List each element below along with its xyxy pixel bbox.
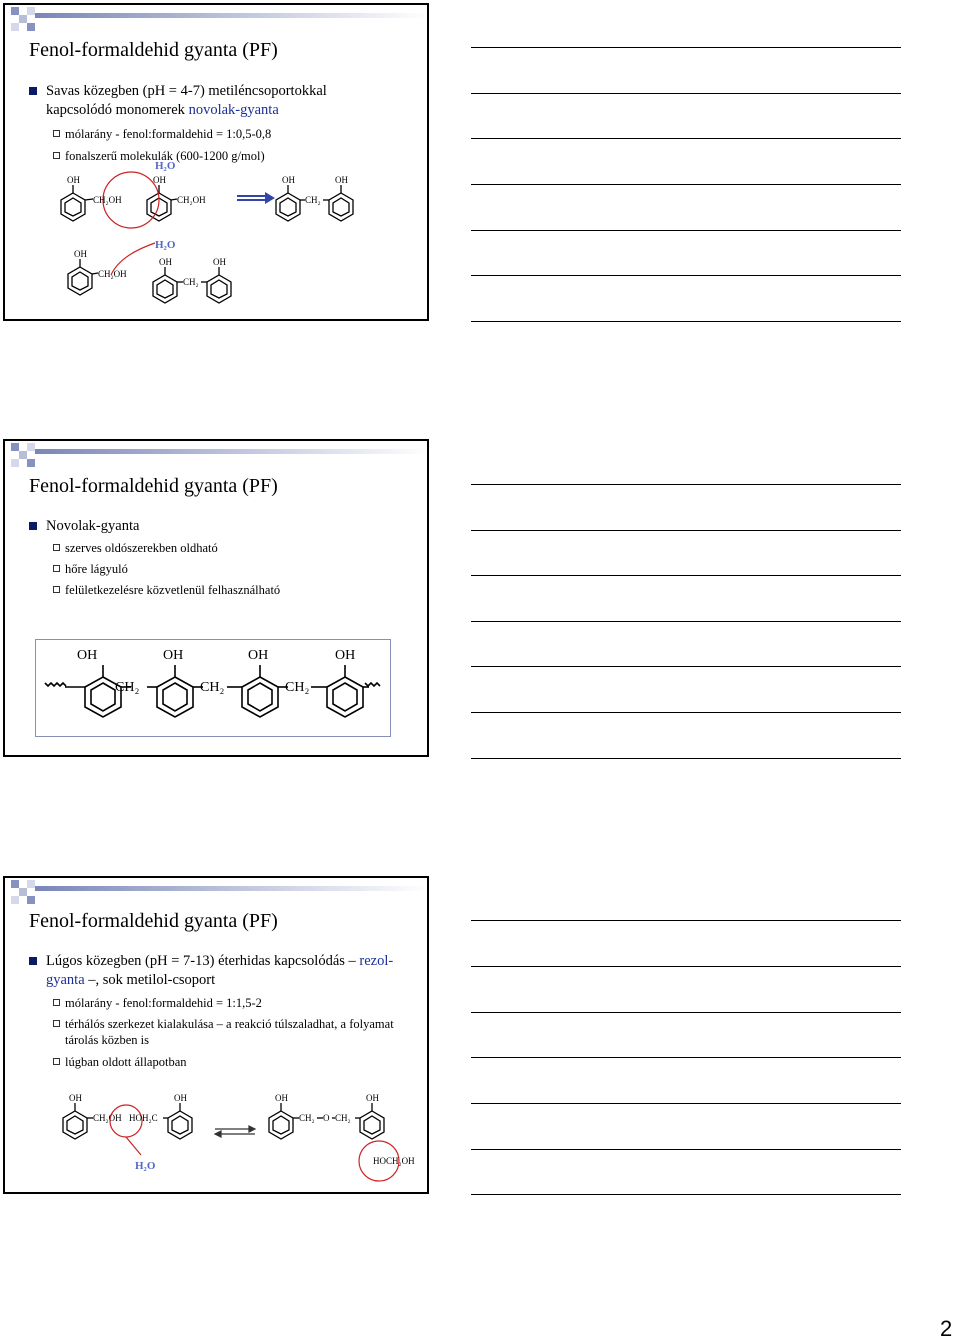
hollow-square-icon — [53, 1020, 60, 1027]
ch2-label: CH₂ — [200, 680, 225, 695]
oh-label: OH — [77, 648, 98, 663]
bullet — [29, 82, 386, 120]
ch2oh-label: CH₂OH — [93, 195, 122, 205]
note-line — [471, 530, 901, 531]
slide-title: Fenol-formaldehid gyanta (PF) — [29, 475, 278, 497]
note-line — [471, 184, 901, 185]
bullet-square-icon — [29, 87, 37, 95]
note-line — [471, 621, 901, 622]
sub-bullet: lúgban oldott állapotban — [53, 1054, 187, 1070]
hoh2c-label: HOH₂C — [129, 1113, 158, 1123]
sub-bullet: felületkezelésre közvetlenül felhasználható — [53, 582, 280, 598]
ch2-label: CH₂ — [285, 680, 310, 695]
note-line — [471, 712, 901, 713]
note-line — [471, 758, 901, 759]
water-label: H₂O — [155, 160, 176, 172]
bullet-text: Savas közegben (pH = 4-7) metiléncsoportokkal kapcsolódó monomerek — [46, 83, 327, 118]
hollow-square-icon — [53, 1058, 60, 1065]
bullet-square-icon — [29, 957, 37, 965]
note-line — [471, 1057, 901, 1058]
ch2-label: CH₂ — [183, 277, 199, 287]
oh-label: OH — [67, 175, 80, 185]
bullet-highlight: novolak-gyanta — [188, 102, 279, 118]
note-line — [471, 138, 901, 139]
note-line — [471, 484, 901, 485]
oh-label: OH — [159, 257, 172, 267]
oh-label: OH — [248, 648, 269, 663]
ether-o-label: O — [323, 1113, 330, 1123]
slide-header-decoration — [5, 5, 429, 41]
sub-bullet: mólarány - fenol:formaldehid = 1:0,5-0,8 — [53, 126, 271, 142]
oh-label: OH — [74, 249, 87, 259]
novolak-reaction-diagram — [5, 155, 429, 320]
note-line — [471, 1194, 901, 1195]
sub-bullet: mólarány - fenol:formaldehid = 1:1,5-2 — [53, 995, 262, 1011]
note-line — [471, 1149, 901, 1150]
slide-3 — [3, 876, 429, 1194]
bullet — [29, 952, 416, 990]
sub-bullet: szerves oldószerekben oldható — [53, 540, 218, 556]
oh-label: OH — [366, 1093, 379, 1103]
bullet-text: Lúgos közegben (pH = 7-13) éterhidas kapcsolódás – — [46, 953, 360, 969]
slide-2 — [3, 439, 429, 757]
slide-header-decoration — [5, 878, 429, 914]
ch2-label: CH₂ — [299, 1113, 315, 1123]
oh-label: OH — [275, 1093, 288, 1103]
hollow-square-icon — [53, 586, 60, 593]
bullet-highlight: rezol-gyanta — [46, 953, 394, 988]
bullet — [29, 517, 139, 536]
water-label: H₂O — [135, 1160, 156, 1172]
slide-title: Fenol-formaldehid gyanta (PF) — [29, 910, 278, 932]
bullet-square-icon — [29, 522, 37, 530]
note-line — [471, 230, 901, 231]
slide-header-decoration — [5, 441, 429, 477]
oh-label: OH — [335, 648, 356, 663]
bullet-text: Novolak-gyanta — [46, 518, 140, 534]
page-number: 2 — [940, 1316, 953, 1341]
note-line — [471, 966, 901, 967]
hollow-square-icon — [53, 999, 60, 1006]
note-line — [471, 275, 901, 276]
note-line — [471, 1103, 901, 1104]
slide-1 — [3, 3, 429, 321]
hollow-square-icon — [53, 544, 60, 551]
formaldehyde-hydrate-label: HOCH₂OH — [373, 1156, 415, 1166]
note-line — [471, 920, 901, 921]
oh-label: OH — [153, 175, 166, 185]
ch2oh-label: CH₂OH — [98, 269, 127, 279]
bullet-text-after: –, sok metilol-csoport — [84, 972, 216, 988]
water-label: H₂O — [155, 239, 176, 251]
sub-bullet: fonalszerű molekulák (600-1200 g/mol) — [53, 148, 265, 164]
ch2-label: CH₂ — [115, 680, 140, 695]
ch2-label: CH₂ — [335, 1113, 351, 1123]
ch2oh-label: CH₂OH — [93, 1113, 122, 1123]
oh-label: OH — [335, 175, 348, 185]
oh-label: OH — [174, 1093, 187, 1103]
ch2-label: CH₂ — [305, 195, 321, 205]
oh-label: OH — [213, 257, 226, 267]
oh-label: OH — [282, 175, 295, 185]
note-line — [471, 47, 901, 48]
hollow-square-icon — [53, 565, 60, 572]
note-line — [471, 1012, 901, 1013]
novolak-chain-diagram — [35, 639, 391, 737]
note-line — [471, 93, 901, 94]
rezol-reaction-diagram — [5, 1083, 429, 1193]
note-line — [471, 321, 901, 322]
hollow-square-icon — [53, 130, 60, 137]
note-line — [471, 575, 901, 576]
note-line — [471, 666, 901, 667]
oh-label: OH — [163, 648, 184, 663]
ch2oh-label: CH₂OH — [177, 195, 206, 205]
sub-bullet: térhálós szerkezet kialakulása – a reakció túlszaladhat, a folyamat tárolás közben is — [53, 1016, 405, 1048]
slide-title: Fenol-formaldehid gyanta (PF) — [29, 39, 278, 61]
oh-label: OH — [69, 1093, 82, 1103]
sub-bullet: hőre lágyuló — [53, 561, 128, 577]
